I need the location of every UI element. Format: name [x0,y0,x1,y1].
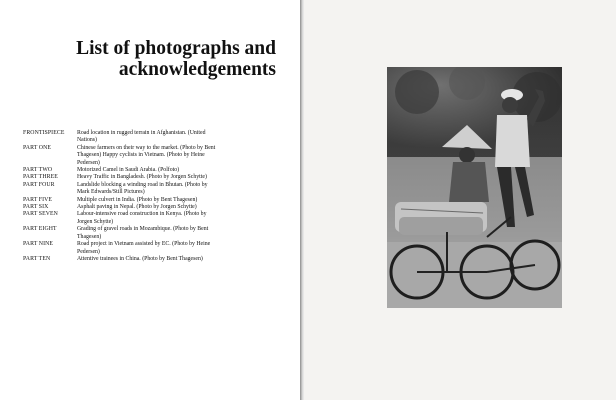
part-label: PART FIVE [23,196,53,203]
part-label: PART TWO [23,167,53,174]
part-label: PART NINE [23,241,54,248]
title-line-2: acknowledgements [118,59,276,80]
part-label: PART SEVEN [23,211,58,218]
part-label: PART SIX [23,204,49,211]
description-line: Heavy Traffic in Bangladesh. (Photo by Jorgen Schytte) [77,174,207,181]
photo-illustration [387,67,562,308]
description-line: Landslide blocking a winding road in Bhutan. (Photo by [77,181,208,188]
list-item [23,241,283,256]
description-line: Thagesen) Happy cyclists in Vietnam. (Photo by Heine [77,152,205,159]
description-line: Attentive trainees in China. (Photo by Bent Thagesen) [77,255,203,262]
description-line: Mark Edwards/Still Pictures) [77,189,145,196]
list-item [23,145,283,167]
left-page [0,0,300,400]
list-item [23,197,283,204]
description-line: Nations) [77,137,97,144]
part-label: PART EIGHT [23,226,57,233]
part-description [77,226,237,241]
part-label: FRONTISPIECE [23,130,65,136]
page-title [76,38,276,80]
part-label: PART TEN [23,255,51,262]
description-line: Grading of gravel roads in Mozambique. (Photo by Bent [77,226,209,233]
part-label: PART FOUR [23,181,55,188]
part-description [77,256,237,263]
part-description [77,182,237,197]
description-line: Pedersen) [77,248,100,255]
description-line: Multiple culvert in India. (Photo by Bent Thagesen) [77,196,198,203]
list-item [23,182,283,197]
description-line: Road project in Vietnam assisted by EC. (Photo by Heine [77,241,211,248]
list-item [23,226,283,241]
part-description [77,130,237,145]
description-line: Pedersen) [77,159,100,166]
title-line-1: List of photographs and [76,38,276,59]
part-description [77,197,237,204]
part-description [77,145,237,167]
description-line: Asphalt paving in Nepal. (Photo by Jorgen Schytte) [77,204,197,211]
photo-credits-list [23,130,283,263]
part-label: PART ONE [23,144,51,151]
description-line: Jorgen Schytte) [77,218,114,225]
list-item [23,256,283,263]
part-description [77,241,237,256]
list-item [23,130,283,145]
description-line: Road location in rugged terrain in Afghanistan. (United [77,130,206,136]
list-item [23,211,283,226]
description-line: Thagesen) [77,233,102,240]
part-description [77,174,237,181]
list-item [23,174,283,181]
description-line: Motorized Camel in Saudi Arabia. (Polfoto) [77,167,180,174]
description-line: Labour-intensive road construction in Kenya. (Photo by [77,211,207,218]
part-description [77,211,237,226]
cyclists-photograph [387,67,562,308]
part-label: PART THREE [23,174,58,181]
description-line: Chinese farmers on their way to the market. (Photo by Bent [77,144,216,151]
